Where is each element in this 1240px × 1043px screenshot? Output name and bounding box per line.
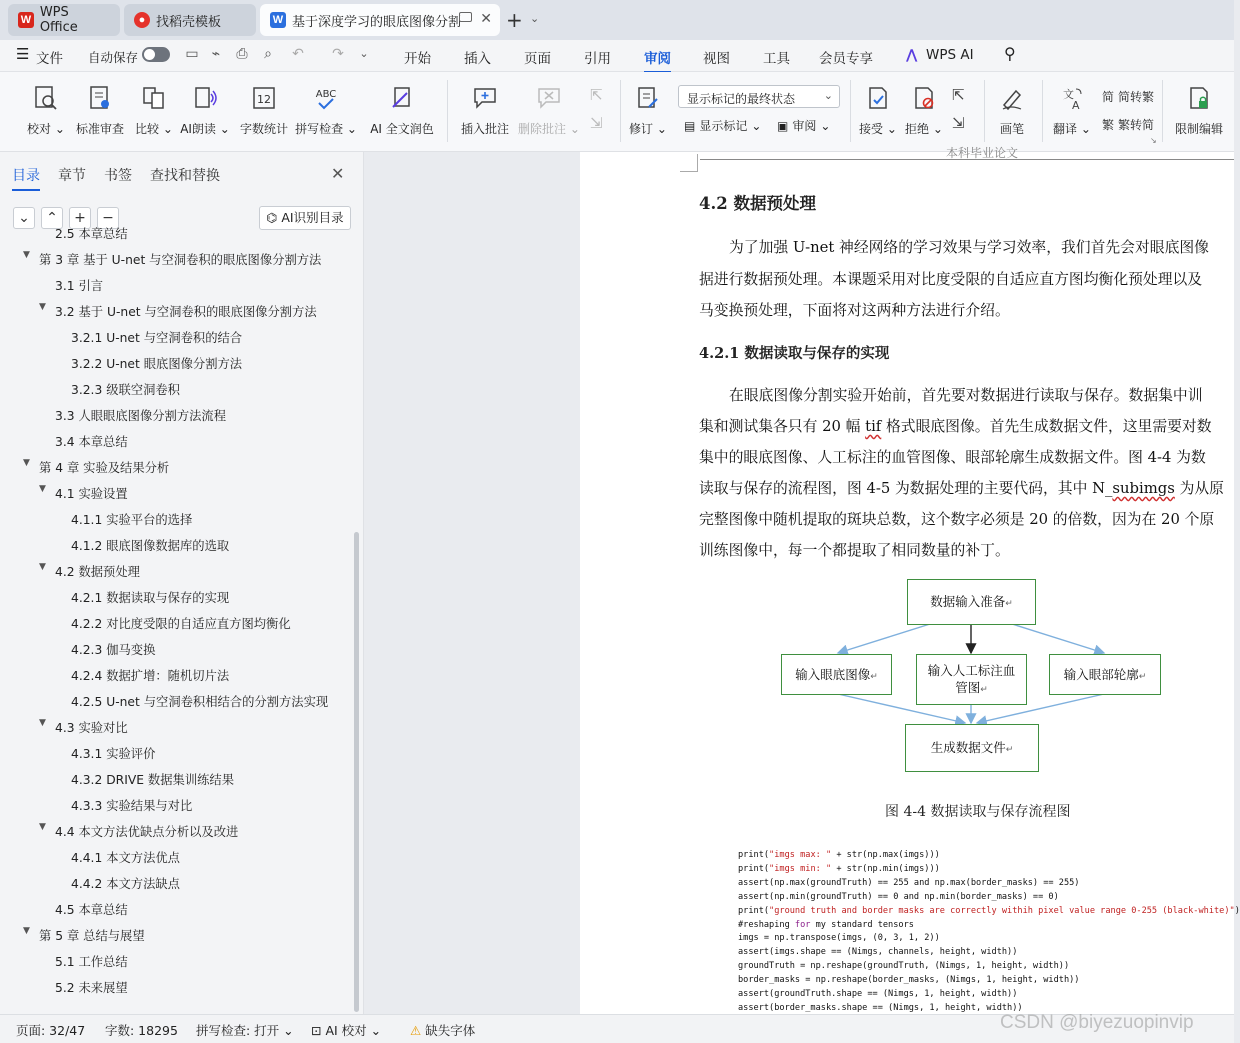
- review-ribbon: [0, 72, 1234, 152]
- translate-button[interactable]: 文 A 翻译 ⌄: [1052, 72, 1092, 137]
- code-token: "imgs max: ": [769, 850, 832, 860]
- toc-item[interactable]: [71, 666, 229, 684]
- code-token: #reshaping: [738, 919, 795, 930]
- tab-label: WPS Office: [39, 5, 78, 35]
- toc-item[interactable]: [55, 406, 226, 424]
- toc-item[interactable]: [71, 510, 192, 528]
- translate-icon: [1058, 84, 1086, 112]
- tab-bookmarks[interactable]: 书签: [104, 168, 132, 184]
- toc-item-label: 4.1.2 眼底图像数据库的选取: [71, 539, 230, 553]
- toc-item[interactable]: [71, 640, 155, 658]
- paragraph-mark: ↵: [870, 671, 878, 682]
- traditional-to-simplified-icon: 繁: [1102, 118, 1115, 132]
- comment-add-icon: [471, 84, 499, 112]
- ai-read-label: AI朗读: [180, 122, 216, 136]
- arrow-top-to-right: [1012, 624, 1104, 653]
- document-page[interactable]: [580, 146, 1240, 1014]
- code-token: "imgs min: ": [769, 863, 832, 874]
- code-line: [738, 1003, 1023, 1013]
- toc-item-label: 3.1 引言: [55, 279, 104, 293]
- standard-review-label: 标准审查: [75, 122, 124, 136]
- toc-item[interactable]: [55, 978, 128, 996]
- toc-item-label: 2.5 本章总结: [55, 227, 128, 241]
- expand-triangle-icon[interactable]: ▼: [39, 302, 46, 312]
- chevron-down-icon: ⌄: [823, 89, 833, 102]
- toc-item-label: 4.2.3 伽马变换: [71, 643, 156, 657]
- section-heading: 4.2 数据预处理: [699, 194, 816, 213]
- code-token: print(: [738, 850, 770, 860]
- menu-page[interactable]: 页面: [524, 51, 551, 67]
- traditional-to-simplified-label: 繁转简: [1118, 118, 1155, 132]
- show-markup-button[interactable]: ▤ 显示标记 ⌄: [684, 118, 762, 133]
- menu-wps-ai[interactable]: WPS AI: [926, 47, 974, 63]
- compare-label: 比较: [135, 122, 160, 136]
- wps-logo-icon: W: [18, 12, 34, 28]
- toc-item-label: 4.4.1 本文方法优点: [71, 851, 180, 865]
- tab-toc[interactable]: 目录: [12, 165, 40, 185]
- expand-triangle-icon[interactable]: ▼: [23, 926, 30, 936]
- toc-item-label: 4.3.1 实验评价: [71, 747, 156, 761]
- spell-check-icon-text: ABC: [315, 89, 337, 100]
- quick-access-chevron-icon[interactable]: ⌄: [359, 47, 369, 60]
- page-header: 本科毕业论文: [946, 146, 1019, 160]
- ai-polish-wand-icon: [388, 84, 416, 112]
- toc-item[interactable]: [71, 588, 229, 606]
- traditional-to-simplified-button[interactable]: [1102, 116, 1154, 133]
- ribbon-separator: [984, 80, 985, 142]
- code-line: [738, 961, 1069, 971]
- chevron-down-icon[interactable]: ⌄: [530, 12, 540, 25]
- reject-label: 拒绝: [905, 122, 930, 136]
- warning-icon: ⚠: [410, 1023, 422, 1038]
- print-icon[interactable]: ⎙: [236, 46, 248, 62]
- flow-node-label: 输入人工标注血管图: [927, 662, 1016, 696]
- toc-item-label: 第 5 章 总结与展望: [39, 929, 145, 943]
- toc-item-label: 4.3 实验对比: [55, 721, 128, 735]
- flow-node-label: 输入眼底图像: [795, 666, 871, 682]
- toc-item-label: 4.5 本章总结: [55, 903, 128, 917]
- ribbon-separator: [1162, 80, 1163, 142]
- code-line: [738, 933, 940, 943]
- autosave-toggle[interactable]: [142, 47, 170, 62]
- toc-item[interactable]: [55, 276, 103, 294]
- new-tab-plus-icon[interactable]: +: [506, 8, 523, 32]
- spell-check-label: 拼写检查: [295, 122, 344, 136]
- paragraph-mark: ↵: [980, 685, 988, 696]
- standard-review-button[interactable]: [74, 72, 126, 137]
- word-count-button[interactable]: [238, 72, 290, 137]
- markup-state-value: 显示标记的最终状态: [687, 92, 796, 106]
- svg-text:A: A: [1072, 99, 1080, 112]
- tab-label: 基于深度学习的眼底图像分割: [292, 14, 462, 30]
- toc-item-label: 3.2 基于 U-net 与空洞卷积的眼底图像分割方法: [55, 305, 317, 319]
- compare-button[interactable]: 比较 ⌄: [134, 72, 174, 137]
- toc-item[interactable]: [39, 484, 128, 502]
- toc-list: [0, 227, 352, 1014]
- code-line: [738, 906, 1240, 916]
- previous-comment-icon[interactable]: ⇱: [590, 86, 603, 104]
- code-line: [738, 989, 1017, 999]
- save-icon[interactable]: ▭: [185, 46, 199, 62]
- ribbon-separator: [850, 80, 851, 142]
- toc-item[interactable]: [55, 952, 128, 970]
- code-token: assert(border_masks.shape == (Nimgs, 1, height, width)): [738, 1002, 1023, 1013]
- expand-triangle-icon[interactable]: ▼: [39, 484, 46, 494]
- redo-icon[interactable]: ↷: [332, 46, 344, 62]
- word-count-icon-text: 12: [257, 93, 271, 106]
- flow-node-eye-contour: [1049, 654, 1161, 695]
- flow-node-manual-vessel: [916, 654, 1027, 705]
- tab-docer-templates[interactable]: [124, 4, 256, 36]
- toc-item[interactable]: [71, 354, 242, 372]
- toc-item[interactable]: [23, 250, 322, 268]
- restrict-editing-lock-icon: [1185, 84, 1213, 112]
- text-run: 为从原: [1174, 480, 1224, 497]
- flow-node-label: 生成数据文件: [930, 740, 1006, 756]
- toc-item[interactable]: [71, 796, 192, 814]
- title-bar: [0, 0, 1234, 40]
- word-count-label: 字数统计: [239, 122, 288, 136]
- pen-label: 画笔: [999, 122, 1024, 136]
- code-token: my standard tensors: [810, 919, 914, 930]
- show-markup-label: 显示标记: [699, 119, 748, 133]
- docer-logo-icon: ●: [134, 12, 150, 28]
- code-line: [738, 892, 1059, 902]
- text-run: 集中的眼底图像、人工标注的血管图像、眼部轮廓生成数据文件。图 4-4 为数: [699, 449, 1206, 466]
- flow-node-generate-data: [905, 724, 1039, 772]
- tab-find-replace[interactable]: 查找和替换: [150, 168, 220, 184]
- toc-item[interactable]: [71, 536, 229, 554]
- page-indicator[interactable]: 页面: 32/47: [16, 1023, 86, 1038]
- simplified-to-traditional-label: 简转繁: [1118, 90, 1155, 104]
- text-run: 完整图像中随机提取的斑块总数，这个数字必须是 20 的倍数，因为在 20 个原: [699, 511, 1215, 528]
- toc-item-label: 第 4 章 实验及结果分析: [39, 461, 170, 475]
- word-doc-icon: W: [270, 12, 286, 28]
- ai-icon: ⌬: [266, 210, 278, 225]
- toc-item-label: 4.1.1 实验平台的选择: [71, 513, 193, 527]
- toc-scrollbar[interactable]: [354, 532, 359, 1012]
- code-token: assert(np.min(groundTruth) == 0 and np.min(border_masks) == 0): [738, 891, 1059, 902]
- expand-triangle-icon[interactable]: ▼: [23, 250, 30, 260]
- toc-item[interactable]: [71, 380, 180, 398]
- watermark: CSDN @biyezuopinvip: [1000, 1012, 1194, 1033]
- code-line: [738, 975, 1079, 985]
- misspelled-word[interactable]: tif: [865, 418, 882, 435]
- menu-home[interactable]: 开始: [404, 51, 431, 67]
- flow-node-label: 输入眼部轮廓: [1063, 666, 1139, 682]
- word-count-icon: [250, 84, 278, 112]
- proofread-icon: [32, 84, 60, 112]
- code-line: [738, 864, 940, 874]
- toc-item-label: 3.2.1 U-net 与空洞卷积的结合: [71, 331, 243, 345]
- toc-item-label: 4.4.2 本文方法缺点: [71, 877, 180, 891]
- missing-font-status[interactable]: [410, 1021, 475, 1039]
- toc-item[interactable]: [71, 874, 180, 892]
- spell-check-button[interactable]: ABC 拼写检查 ⌄: [296, 72, 356, 137]
- comment-delete-icon: [535, 84, 563, 112]
- flow-node-label: 数据输入准备: [930, 594, 1006, 610]
- toc-item-label: 3.2.3 级联空洞卷积: [71, 383, 180, 397]
- flow-node-input-prep: [907, 579, 1036, 625]
- toc-item-label: 4.2.1 数据读取与保存的实现: [71, 591, 230, 605]
- code-token: assert(groundTruth.shape == (Nimgs, 1, height, width)): [738, 989, 1018, 999]
- code-token: assert(imgs.shape == (Nimgs, channels, height, width)): [738, 947, 1018, 958]
- toc-item[interactable]: [55, 224, 128, 242]
- track-changes-button[interactable]: 修订 ⌄: [628, 72, 668, 137]
- ribbon-separator: [1042, 80, 1043, 142]
- toc-item[interactable]: [71, 770, 234, 788]
- tab-chapters[interactable]: 章节: [58, 168, 86, 184]
- code-line: [738, 920, 914, 930]
- code-token: imgs = np.transpose(imgs, (0, 3, 1, 2)): [738, 933, 940, 944]
- print-preview-icon[interactable]: ⌕: [264, 46, 272, 62]
- menu-member[interactable]: 会员专享: [819, 51, 873, 67]
- add-heading-plus-icon[interactable]: +: [69, 207, 91, 229]
- figure-caption: 图 4-4 数据读取与保存流程图: [885, 804, 1071, 820]
- review-pane-button[interactable]: ▣ 审阅 ⌄: [777, 118, 831, 133]
- next-change-icon[interactable]: ⇲: [952, 114, 965, 132]
- code-token: for: [794, 919, 811, 930]
- insert-comment-button[interactable]: [458, 72, 512, 137]
- spell-check-status-label: 拼写检查: 打开: [196, 1023, 280, 1038]
- menu-review[interactable]: 审阅: [644, 47, 671, 67]
- code-token: + str(np.max(imgs))): [831, 850, 940, 860]
- code-token: ): [1234, 905, 1240, 916]
- paragraph-mark: ↵: [1005, 599, 1013, 610]
- toc-item-label: 5.1 工作总结: [55, 955, 128, 969]
- toc-item-label: 4.3.2 DRIVE 数据集训练结果: [71, 773, 235, 787]
- toc-item[interactable]: [55, 900, 128, 918]
- toc-item[interactable]: [39, 562, 140, 580]
- toc-item-label: 3.2.2 U-net 眼底图像分割方法: [71, 357, 243, 371]
- show-markup-icon: ▤: [684, 118, 696, 133]
- undo-icon[interactable]: ↶: [292, 46, 304, 62]
- menu-file[interactable]: 文件: [36, 51, 63, 67]
- standard-review-icon: [86, 84, 114, 112]
- delete-comment-label: 删除批注: [518, 122, 567, 136]
- restrict-editing-button[interactable]: [1170, 72, 1228, 137]
- search-icon[interactable]: ⚲: [1004, 44, 1016, 63]
- tab-label: 找稻壳模板: [156, 14, 222, 30]
- ai-polish-label: AI 全文润色: [370, 122, 434, 136]
- text-run: 读取与保存的流程图，图 4-5 为数据处理的主要代码，其中 N_: [699, 480, 1113, 497]
- misspelled-word[interactable]: subimgs: [1112, 480, 1175, 497]
- accept-label: 接受: [859, 122, 884, 136]
- reject-icon: [910, 84, 938, 112]
- toc-item-label: 4.2.5 U-net 与空洞卷积相结合的分割方法实现: [71, 695, 329, 709]
- svg-text:文: 文: [1063, 88, 1074, 101]
- insert-comment-label: 插入批注: [460, 122, 509, 136]
- code-token: border_masks = np.reshape(border_masks, (Nimgs, 1, height, width)): [738, 975, 1080, 986]
- code-line: [738, 878, 1079, 888]
- ai-recognize-toc-button[interactable]: [259, 206, 351, 230]
- review-pane-icon: ▣: [777, 118, 789, 133]
- track-changes-label: 修订: [629, 122, 654, 136]
- paragraph-line: 马变换预处理，下面将对这两种方法进行介绍。: [699, 302, 1010, 319]
- toc-item[interactable]: [23, 458, 170, 476]
- ai-proofread-status[interactable]: ⊡ AI 校对 ⌄: [311, 1023, 382, 1038]
- pen-button[interactable]: [994, 72, 1030, 137]
- toc-item-label: 3.3 人眼眼底图像分割方法流程: [55, 409, 227, 423]
- menu-insert[interactable]: 插入: [464, 51, 491, 67]
- code-token: + str(np.min(imgs))): [831, 863, 940, 874]
- delete-comment-button[interactable]: 删除批注 ⌄: [518, 72, 580, 137]
- tab-current-document[interactable]: [260, 4, 500, 36]
- ai-read-icon: [191, 84, 219, 112]
- ai-read-button[interactable]: AI朗读 ⌄: [180, 72, 230, 137]
- previous-change-icon[interactable]: ⇱: [952, 86, 965, 104]
- toc-item[interactable]: [71, 692, 328, 710]
- paragraph-mark: ↵: [1005, 745, 1014, 756]
- text-run: 训练图像中，每一个都提取了相同数量的补丁。: [699, 542, 1010, 559]
- menu-tools[interactable]: 工具: [763, 51, 790, 67]
- missing-font-label: 缺失字体: [425, 1023, 476, 1038]
- expand-group-icon[interactable]: ↘: [1150, 136, 1157, 145]
- toc-item[interactable]: [71, 848, 180, 866]
- toc-item[interactable]: [71, 744, 155, 762]
- code-token: print(: [738, 905, 770, 916]
- proofread-label: 校对: [27, 122, 52, 136]
- toc-item[interactable]: [71, 328, 242, 346]
- toc-item[interactable]: [39, 822, 239, 840]
- ai-polish-button[interactable]: [368, 72, 436, 137]
- toc-item-label: 4.4 本文方法优缺点分析以及改进: [55, 825, 239, 839]
- paragraph-mark: ↵: [1138, 671, 1147, 682]
- word-count-indicator[interactable]: 字数: 18295: [105, 1023, 178, 1038]
- ai-recognize-toc-label: AI识别目录: [281, 210, 344, 225]
- menu-view[interactable]: 视图: [703, 51, 730, 67]
- accept-button[interactable]: 接受 ⌄: [858, 72, 898, 137]
- expand-triangle-icon[interactable]: ▼: [39, 562, 46, 572]
- monitor-icon[interactable]: [459, 12, 472, 22]
- code-token: groundTruth = np.reshape(groundTruth, (Nimgs, 1, height, width)): [738, 961, 1070, 972]
- review-pane-label: 审阅: [792, 119, 817, 133]
- code-token: "ground truth and border masks are correctly withih pixel value range 0-255 (black-white)": [769, 905, 1235, 916]
- code-line: [738, 850, 940, 860]
- toc-item[interactable]: [39, 718, 128, 736]
- next-comment-icon[interactable]: ⇲: [590, 114, 603, 132]
- close-panel-icon[interactable]: ✕: [331, 164, 345, 183]
- toc-item-label: 4.1 实验设置: [55, 487, 128, 501]
- toc-item-label: 第 3 章 基于 U-net 与空洞卷积的眼底图像分割方法: [39, 253, 322, 267]
- toc-item[interactable]: [39, 302, 317, 320]
- toc-item[interactable]: [71, 614, 291, 632]
- tab-wps-office[interactable]: [8, 4, 120, 36]
- close-tab-icon[interactable]: ✕: [480, 11, 492, 27]
- proofread-button[interactable]: 校对 ⌄: [26, 72, 66, 137]
- toc-item[interactable]: [23, 926, 145, 944]
- text-run: 格式眼底图像。首先生成数据文件，这里需要对数: [881, 418, 1212, 435]
- text-run: 在眼底图像分割实验开始前，首先要对数据进行读取与保存。数据集中训: [729, 387, 1203, 404]
- ai-proofread-icon: ⊡: [311, 1023, 322, 1038]
- ribbon-separator: [447, 80, 448, 142]
- paragraph-line: 为了加强 U-net 神经网络的学习效果与学习效率，我们首先会对眼底图像: [729, 239, 1209, 256]
- simplified-to-traditional-button[interactable]: [1102, 88, 1154, 105]
- flow-node-fundus-image: [781, 654, 892, 695]
- pen-icon: [998, 84, 1026, 112]
- toc-item-label: 5.2 未来展望: [55, 981, 128, 995]
- code-token: print(: [738, 863, 770, 874]
- code-token: assert(np.max(groundTruth) == 255 and np.max(border_masks) == 255): [738, 877, 1080, 888]
- toc-item-label: 4.2.2 对比度受限的自适应直方图均衡化: [71, 617, 291, 631]
- toc-item-label: 4.2.4 数据扩增：随机切片法: [71, 669, 230, 683]
- hamburger-menu-icon[interactable]: ☰: [16, 45, 30, 63]
- toc-item-label: 3.4 本章总结: [55, 435, 128, 449]
- paragraph-line: 据进行数据预处理。本课题采用对比度受限的自适应直方图均衡化预处理以及: [699, 271, 1203, 288]
- toc-item-label: 4.2 数据预处理: [55, 565, 140, 579]
- expand-triangle-icon[interactable]: ▼: [23, 458, 30, 468]
- navigation-panel: [0, 152, 364, 1014]
- text-run: 集和测试集各只有 20 幅: [699, 418, 866, 435]
- ribbon-separator: [620, 80, 621, 142]
- track-changes-icon: [634, 84, 662, 112]
- code-line: [738, 947, 1017, 957]
- simplified-to-traditional-icon: 简: [1102, 90, 1115, 104]
- spell-check-status[interactable]: 拼写检查: 打开 ⌄: [196, 1023, 294, 1038]
- translate-label: 翻译: [1053, 122, 1078, 136]
- restrict-editing-label: 限制编辑: [1174, 122, 1223, 136]
- expand-triangle-icon[interactable]: ▼: [39, 718, 46, 728]
- remove-heading-minus-icon[interactable]: −: [97, 207, 119, 229]
- subsection-heading: 4.2.1 数据读取与保存的实现: [699, 345, 890, 362]
- arrow-top-to-left: [838, 624, 930, 653]
- accept-icon: [864, 84, 892, 112]
- toc-item-label: 4.3.3 实验结果与对比: [71, 799, 193, 813]
- wps-ai-icon[interactable]: ⋀: [906, 47, 918, 63]
- toc-item[interactable]: [55, 432, 128, 450]
- reject-button[interactable]: 拒绝 ⌄: [904, 72, 944, 137]
- autosave-label: 自动保存: [88, 50, 139, 65]
- spell-check-icon: [312, 84, 340, 112]
- ai-proofread-label: AI 校对: [325, 1023, 367, 1038]
- compare-icon: [140, 84, 168, 112]
- collapse-all-chevron-down-icon[interactable]: ⌄: [13, 207, 35, 229]
- document-canvas: [364, 146, 1240, 1014]
- menu-reference[interactable]: 引用: [584, 51, 611, 67]
- share-icon[interactable]: ⌁: [211, 46, 221, 62]
- expand-triangle-icon[interactable]: ▼: [39, 822, 46, 832]
- chevron-up-icon[interactable]: ⌃: [41, 207, 63, 229]
- markup-state-dropdown[interactable]: [678, 85, 840, 108]
